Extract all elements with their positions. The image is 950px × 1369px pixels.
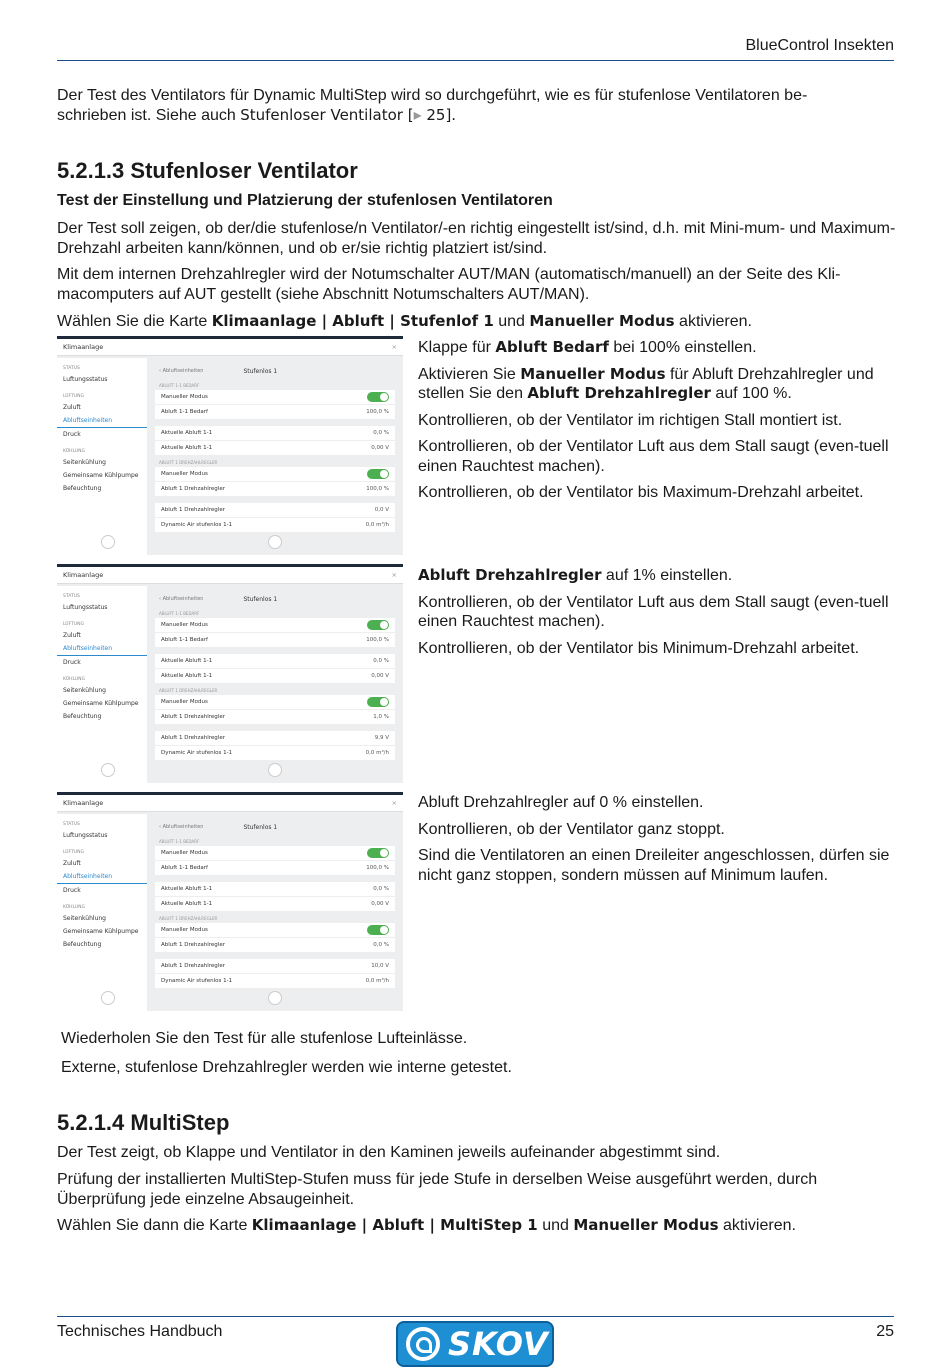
setting-value: 0,0 % xyxy=(373,886,389,892)
s2-paragraph-3 xyxy=(57,1216,897,1236)
sidebar-item_seiten: Seitenkühlung xyxy=(63,915,106,922)
close-icon: × xyxy=(391,799,397,807)
ui-term: Abluft Drehzahlregler xyxy=(527,384,711,402)
instructions-block-3 xyxy=(418,793,898,892)
setting-row xyxy=(155,518,395,533)
instruction-line: Kontrollieren, ob der Ventilator bis Minimum-Drehzahl arbeitet. xyxy=(418,639,860,657)
skov-logo xyxy=(396,1321,554,1367)
sidebar-sec_status: STATUS xyxy=(63,366,80,371)
instruction-text: für Abluft Drehzahlregler und stellen Sie den xyxy=(418,365,874,402)
s1-paragraph-3 xyxy=(57,312,897,332)
s2-p3-text: Wählen Sie dann die Karte xyxy=(57,1217,252,1234)
screen-sidebar xyxy=(57,358,147,555)
toggle-switch xyxy=(367,925,389,935)
sidebar-item_luftung: Luftungsstatus xyxy=(63,376,108,383)
breadcrumb-back: ‹ Abluftseinheiten xyxy=(159,368,204,374)
setting-value: 1,0 % xyxy=(373,714,389,720)
setting-value: 100,0 % xyxy=(366,409,389,415)
setting-label: Abluft 1 Drehzahlregler xyxy=(161,714,225,720)
screenshot-1 xyxy=(57,336,403,555)
toggle-switch xyxy=(367,620,389,630)
setting-label: Manueller Modus xyxy=(161,471,208,477)
setting-row xyxy=(155,695,395,710)
screen-main xyxy=(155,814,395,1011)
sidebar-item_abluft: Abluftseinheiten xyxy=(57,642,147,656)
screen-sidebar xyxy=(57,586,147,783)
setting-value: 0,0 m³/h xyxy=(365,978,389,984)
breadcrumb-title: Stufenlos 1 xyxy=(243,596,278,603)
page-number: 25 xyxy=(876,1323,894,1340)
setting-row xyxy=(155,633,395,648)
screen-title: Klimaanlage xyxy=(63,799,104,807)
setting-row xyxy=(155,426,395,441)
s1-p3-mode: Manueller Modus xyxy=(529,312,675,330)
screen-breadcrumb xyxy=(155,814,395,835)
setting-label: Aktuelle Abluft 1-1 xyxy=(161,430,213,436)
close-icon: × xyxy=(391,571,397,579)
instruction-text: bei 100% einstellen. xyxy=(608,339,757,356)
instruction-line: Abluft Drehzahlregler auf 0 % einstellen. xyxy=(418,794,704,811)
setting-label: Abluft 1-1 Bedarf xyxy=(161,637,208,643)
instruction-line xyxy=(418,566,898,586)
setting-row xyxy=(155,503,395,518)
sidebar-item_abluft: Abluftseinheiten xyxy=(57,414,147,428)
ui-term: auf 1% einstellen. xyxy=(601,567,733,584)
setting-label: Aktuelle Abluft 1-1 xyxy=(161,886,213,892)
scroll-knob-icon xyxy=(101,991,115,1005)
setting-row xyxy=(155,405,395,420)
s1-paragraph-1: Der Test soll zeigen, ob der/die stufenlose/n Ventilator/-en richtig eingestellt ist/sind, d.h. mit Mini-mum- und Maximum-Drehzahl arbeiten kann/können, und ob er/sie richtig platziert ist/sind. xyxy=(57,220,896,257)
screen-titlebar xyxy=(57,339,403,356)
sidebar-item_seiten: Seitenkühlung xyxy=(63,459,106,466)
screen-title: Klimaanlage xyxy=(63,571,104,579)
screenshot-2 xyxy=(57,564,403,783)
s2-p3-end: aktivieren. xyxy=(718,1217,796,1234)
setting-row xyxy=(155,731,395,746)
screen-main xyxy=(155,358,395,555)
sidebar-sec_kuhlung: KÜHLUNG xyxy=(63,677,85,682)
setting-value: 0,00 V xyxy=(371,673,389,679)
toggle-switch xyxy=(367,697,389,707)
sidebar-item_befeucht: Befeuchtung xyxy=(63,941,102,948)
setting-value: 100,0 % xyxy=(366,637,389,643)
s1-p3-end: aktivieren. xyxy=(674,313,752,330)
setting-row xyxy=(155,746,395,761)
setting-value: 0,0 m³/h xyxy=(365,522,389,528)
header-title: BlueControl Insekten xyxy=(745,37,894,54)
setting-value: 100,0 % xyxy=(366,486,389,492)
after-paragraph-1: Wiederholen Sie den Test für alle stufenlose Lufteinlässe. xyxy=(61,1030,468,1047)
setting-value: 0,00 V xyxy=(371,445,389,451)
setting-row xyxy=(155,710,395,725)
breadcrumb-title: Stufenlos 1 xyxy=(243,824,278,831)
after-paragraph-2: Externe, stufenlose Drehzahlregler werden wie interne getestet. xyxy=(61,1059,512,1076)
setting-row xyxy=(155,861,395,876)
instruction-text: auf 100 %. xyxy=(710,385,792,402)
sidebar-item_zuluft: Zuluft xyxy=(63,404,81,411)
setting-row xyxy=(155,467,395,482)
sidebar-item_druck: Druck xyxy=(63,887,81,894)
setting-label: Abluft 1 Drehzahlregler xyxy=(161,486,225,492)
scroll-knob-icon xyxy=(101,763,115,777)
skov-logo-mark-icon xyxy=(406,1327,440,1361)
toggle-switch xyxy=(367,848,389,858)
setting-label: Dynamic Air stufenlos 1-1 xyxy=(161,750,233,756)
setting-label: Manueller Modus xyxy=(161,622,208,628)
ui-term: Abluft Drehzahlregler xyxy=(418,566,602,584)
scroll-knob-icon xyxy=(268,991,282,1005)
section-heading-stufenlos: 5.2.1.3 Stufenloser Ventilator xyxy=(57,158,358,183)
sidebar-item_zuluft: Zuluft xyxy=(63,860,81,867)
setting-row xyxy=(155,441,395,456)
screen-breadcrumb xyxy=(155,586,395,607)
instruction-line: Kontrollieren, ob der Ventilator im richtigen Stall montiert ist. xyxy=(418,411,843,429)
setting-row xyxy=(155,959,395,974)
setting-label: Abluft 1 Drehzahlregler xyxy=(161,942,225,948)
skov-logo-wordmark: SKOV xyxy=(448,1325,549,1363)
sidebar-item_zuluft: Zuluft xyxy=(63,632,81,639)
setting-label: Aktuelle Abluft 1-1 xyxy=(161,658,213,664)
instructions-block-2 xyxy=(418,566,898,665)
sidebar-item_gemein: Gemeinsame Kühlpumpe xyxy=(63,700,139,707)
instruction-line xyxy=(418,365,898,404)
setting-label: Manueller Modus xyxy=(161,850,208,856)
instruction-text: Aktivieren Sie xyxy=(418,365,521,383)
group-label: ABLUFT 1-1 BEDARF xyxy=(159,383,200,388)
setting-row xyxy=(155,882,395,897)
screen-sidebar xyxy=(57,814,147,1011)
setting-row xyxy=(155,846,395,861)
setting-row xyxy=(155,654,395,669)
sidebar-item_luftung: Luftungsstatus xyxy=(63,832,108,839)
sidebar-sec_luftung: LÜFTUNG xyxy=(63,622,84,627)
intro-text-b: schrieben ist. Siehe auch xyxy=(57,106,241,124)
intro-text-a: Der Test des Ventilators für Dynamic MultiStep wird so durchgeführt, wie es für stufenlose Ventilatoren be- xyxy=(57,87,808,104)
screenshot-3 xyxy=(57,792,403,1011)
setting-label: Dynamic Air stufenlos 1-1 xyxy=(161,978,233,984)
instructions-block-1 xyxy=(418,338,898,510)
header-rule xyxy=(57,60,894,61)
close-icon: × xyxy=(391,343,397,351)
breadcrumb-back: ‹ Abluftseinheiten xyxy=(159,596,204,602)
scroll-knob-icon xyxy=(268,763,282,777)
setting-label: Aktuelle Abluft 1-1 xyxy=(161,901,213,907)
screen-titlebar xyxy=(57,795,403,812)
setting-value: 9,9 V xyxy=(374,735,389,741)
setting-label: Aktuelle Abluft 1-1 xyxy=(161,673,213,679)
intro-link[interactable]: Stufenloser Ventilator xyxy=(240,105,403,124)
sidebar-sec_status: STATUS xyxy=(63,594,80,599)
ui-term: Manueller Modus xyxy=(520,364,666,383)
footer-document-title: Technisches Handbuch xyxy=(57,1323,223,1340)
sidebar-item_luftung: Luftungsstatus xyxy=(63,604,108,611)
setting-label: Abluft 1 Drehzahlregler xyxy=(161,507,225,513)
setting-row xyxy=(155,974,395,989)
s1-p3-menu-path: Klimaanlage | Abluft | Stufenlof 1 xyxy=(211,312,494,330)
sidebar-item_gemein: Gemeinsame Kühlpumpe xyxy=(63,472,139,479)
setting-row xyxy=(155,897,395,912)
breadcrumb-back: ‹ Abluftseinheiten xyxy=(159,824,204,830)
instruction-line: Sind die Ventilatoren an einen Dreileiter angeschlossen, dürfen sie nicht ganz stoppen, sondern müssen auf Minimum laufen. xyxy=(418,847,890,884)
scroll-knob-icon xyxy=(268,535,282,549)
screen-titlebar xyxy=(57,567,403,584)
setting-label: Aktuelle Abluft 1-1 xyxy=(161,445,213,451)
instruction-line: Kontrollieren, ob der Ventilator Luft aus dem Stall saugt (even-tuell einen Rauchtest machen). xyxy=(418,438,889,475)
group-label: ABLUFT 1 DREHZAHLREGLER xyxy=(159,460,218,465)
instruction-line xyxy=(418,338,898,358)
intro-paragraph xyxy=(57,86,897,125)
s2-p3-menu-path: Klimaanlage | Abluft | MultiStep 1 xyxy=(251,1216,538,1234)
group-label: ABLUFT 1 DREHZAHLREGLER xyxy=(159,916,218,921)
sidebar-item_seiten: Seitenkühlung xyxy=(63,687,106,694)
setting-label: Abluft 1-1 Bedarf xyxy=(161,409,208,415)
setting-row xyxy=(155,923,395,938)
setting-value: 0,00 V xyxy=(371,901,389,907)
s1-p3-und: und xyxy=(493,313,530,330)
setting-value: 0,0 % xyxy=(373,430,389,436)
screen-title: Klimaanlage xyxy=(63,343,104,351)
group-label: ABLUFT 1-1 BEDARF xyxy=(159,611,200,616)
instruction-line: Kontrollieren, ob der Ventilator Luft aus dem Stall saugt (even-tuell einen Rauchtest machen). xyxy=(418,593,889,630)
footer-rule xyxy=(57,1316,894,1317)
setting-label: Manueller Modus xyxy=(161,927,208,933)
setting-label: Abluft 1 Drehzahlregler xyxy=(161,735,225,741)
setting-label: Manueller Modus xyxy=(161,699,208,705)
setting-row xyxy=(155,390,395,405)
scroll-knob-icon xyxy=(101,535,115,549)
setting-value: 100,0 % xyxy=(366,865,389,871)
sidebar-item_befeucht: Befeuchtung xyxy=(63,485,102,492)
setting-value: 10,0 V xyxy=(371,963,389,969)
ref-arrow-icon: ▸ xyxy=(413,106,422,124)
sidebar-sec_kuhlung: KÜHLUNG xyxy=(63,449,85,454)
setting-label: Dynamic Air stufenlos 1-1 xyxy=(161,522,233,528)
sidebar-item_druck: Druck xyxy=(63,659,81,666)
sidebar-item_gemein: Gemeinsame Kühlpumpe xyxy=(63,928,139,935)
breadcrumb-title: Stufenlos 1 xyxy=(243,368,278,375)
sidebar-item_druck: Druck xyxy=(63,431,81,438)
setting-row xyxy=(155,482,395,497)
s2-p3-mode: Manueller Modus xyxy=(573,1216,719,1234)
toggle-switch xyxy=(367,469,389,479)
intro-ref-open: [ xyxy=(402,105,414,124)
instruction-text: Klappe für xyxy=(418,339,496,356)
sidebar-item_abluft: Abluftseinheiten xyxy=(57,870,147,884)
sidebar-sec_status: STATUS xyxy=(63,822,80,827)
group-label: ABLUFT 1 DREHZAHLREGLER xyxy=(159,688,218,693)
screen-breadcrumb xyxy=(155,358,395,379)
instruction-line: Kontrollieren, ob der Ventilator bis Maximum-Drehzahl arbeitet. xyxy=(418,484,864,501)
setting-value: 0,0 m³/h xyxy=(365,750,389,756)
s2-paragraph-1: Der Test zeigt, ob Klappe und Ventilator in den Kaminen jeweils aufeinander abgestimmt sind. xyxy=(57,1144,721,1161)
section-subheading: Test der Einstellung und Platzierung der stufenlosen Ventilatoren xyxy=(57,192,553,209)
setting-label: Abluft 1 Drehzahlregler xyxy=(161,963,225,969)
setting-row xyxy=(155,618,395,633)
s1-paragraph-2: Mit dem internen Drehzahlregler wird der Notumschalter AUT/MAN (automatisch/manuell) an der Seite des Kli-macomputers auf AUT gestellt (siehe Abschnitt Notumschalters AUT/MAN). xyxy=(57,266,841,303)
ui-term: Abluft Bedarf xyxy=(495,338,609,356)
s2-paragraph-2: Prüfung der installierten MultiStep-Stufen muss für jede Stufe in derselben Weise ausgeführt werden, durch Überprüfung jede einzelne Absaugeinheit. xyxy=(57,1171,818,1208)
group-label: ABLUFT 1-1 BEDARF xyxy=(159,839,200,844)
setting-row xyxy=(155,669,395,684)
toggle-switch xyxy=(367,392,389,402)
sidebar-sec_luftung: LÜFTUNG xyxy=(63,394,84,399)
sidebar-sec_luftung: LÜFTUNG xyxy=(63,850,84,855)
s1-p3-text: Wählen Sie die Karte xyxy=(57,313,212,330)
setting-value: 0,0 % xyxy=(373,658,389,664)
setting-label: Manueller Modus xyxy=(161,394,208,400)
section-heading-multistep: 5.2.1.4 MultiStep xyxy=(57,1110,230,1135)
intro-ref-page: 25]. xyxy=(421,105,457,124)
setting-row xyxy=(155,938,395,953)
sidebar-sec_kuhlung: KÜHLUNG xyxy=(63,905,85,910)
setting-label: Abluft 1-1 Bedarf xyxy=(161,865,208,871)
setting-value: 0,0 V xyxy=(374,507,389,513)
s2-p3-und: und xyxy=(537,1217,574,1234)
instruction-line: Kontrollieren, ob der Ventilator ganz stoppt. xyxy=(418,820,725,838)
setting-value: 0,0 % xyxy=(373,942,389,948)
sidebar-item_befeucht: Befeuchtung xyxy=(63,713,102,720)
screen-main xyxy=(155,586,395,783)
